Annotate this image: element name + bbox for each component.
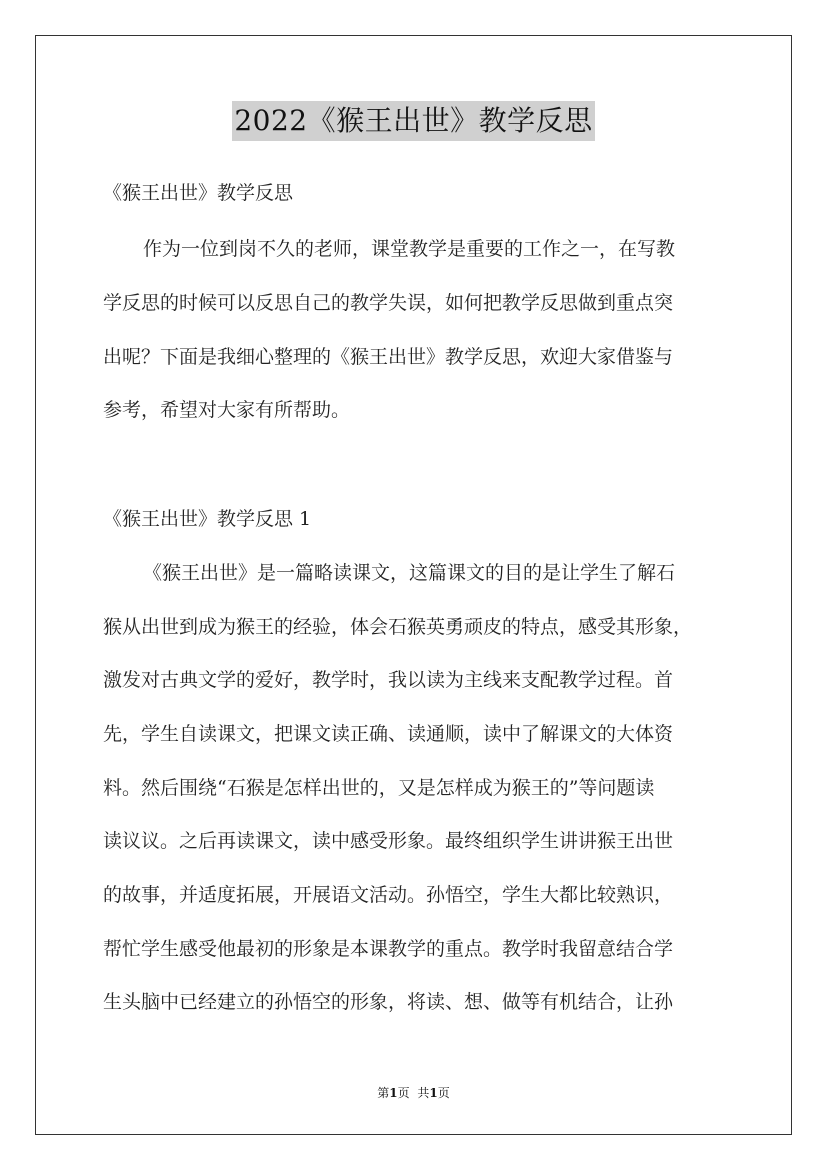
footer-total-suffix: 页 xyxy=(437,1086,450,1100)
footer-page-prefix: 第 xyxy=(377,1086,390,1100)
footer-total-number: 1 xyxy=(429,1086,438,1100)
page-footer xyxy=(0,1084,827,1101)
body-line: 先，学生自读课文，把课文读正确、读通顺，读中了解课文的大体资 xyxy=(103,723,674,745)
section-heading: 《猴王出世》教学反思 xyxy=(103,182,294,204)
body-line: 帮忙学生感受他最初的形象是本课教学的重点。教学时我留意结合学 xyxy=(103,938,674,960)
body-line: 《猴王出世》是一篇略读课文，这篇课文的目的是让学生了解石 xyxy=(143,562,676,584)
body-line: 猴从出世到成为猴王的经验，体会石猴英勇顽皮的特点，感受其形象， xyxy=(103,616,693,638)
body-line: 料。然后围绕“石猴是怎样出世的，又是怎样成为猴王的”等问题读 xyxy=(103,777,655,799)
body-line: 生头脑中已经建立的孙悟空的形象，将读、想、做等有机结合，让孙 xyxy=(103,991,674,1013)
section-heading: 《猴王出世》教学反思 1 xyxy=(103,508,312,530)
intro-line: 作为一位到岗不久的老师，课堂教学是重要的工作之一，在写教 xyxy=(143,238,676,260)
body-line: 读议议。之后再读课文，读中感受形象。最终组织学生讲讲猴王出世 xyxy=(103,830,674,852)
footer-page-number: 1 xyxy=(389,1086,398,1100)
intro-line: 参考，希望对大家有所帮助。 xyxy=(103,399,351,421)
title-container xyxy=(0,101,827,141)
intro-line: 出呢？下面是我细心整理的《猴王出世》教学反思，欢迎大家借鉴与 xyxy=(103,346,674,368)
intro-line: 学反思的时候可以反思自己的教学失误，如何把教学反思做到重点突 xyxy=(103,292,674,314)
footer-total-prefix: 共 xyxy=(417,1086,430,1100)
body-line: 的故事，并适度拓展，开展语文活动。孙悟空，学生大都比较熟识， xyxy=(103,884,674,906)
footer-page-suffix: 页 xyxy=(397,1086,410,1100)
body-line: 激发对古典文学的爱好，教学时，我以读为主线来支配教学过程。首 xyxy=(103,669,674,691)
document-title: 2022《猴王出世》教学反思 xyxy=(232,101,594,141)
